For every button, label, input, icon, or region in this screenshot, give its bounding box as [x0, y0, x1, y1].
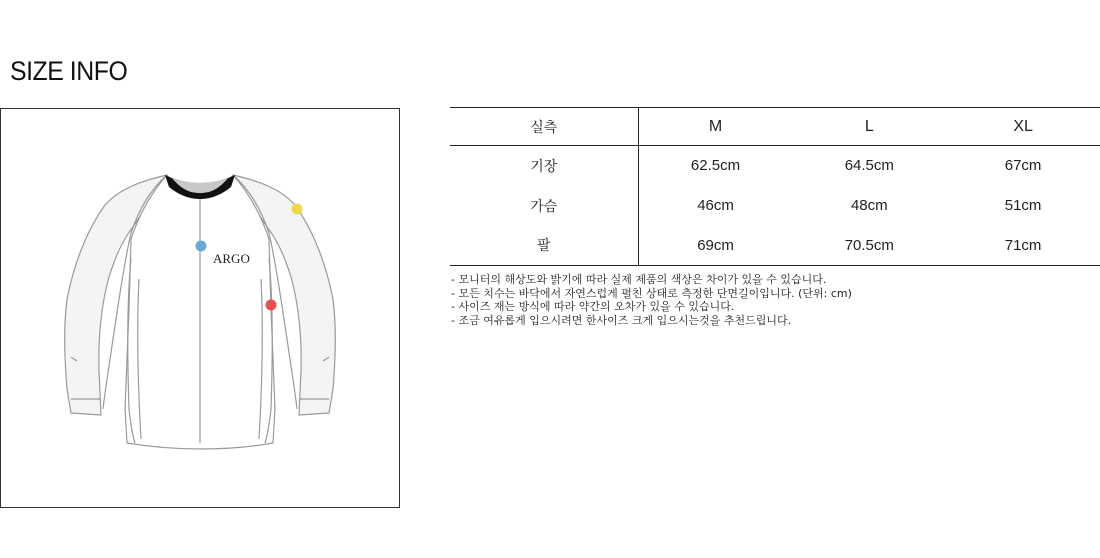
table-cell: 67cm	[1004, 157, 1042, 175]
table-cell: 71cm	[946, 226, 1100, 266]
size-header-xl: XL	[946, 108, 1100, 146]
table-cell: 48cm	[850, 197, 888, 214]
table-row	[450, 146, 1100, 186]
row-label: 기장	[450, 146, 638, 186]
brand-logo: ARGO	[213, 251, 250, 266]
size-notes	[451, 273, 852, 327]
size-table-header-label: 실측	[450, 108, 638, 146]
jersey-illustration	[1, 109, 399, 507]
size-header-l: L	[792, 108, 946, 146]
table-row	[450, 226, 1100, 266]
row-label: 가슴	[450, 186, 638, 226]
table-cell: 64.5cm	[844, 157, 894, 175]
table-cell: 69cm	[638, 226, 792, 266]
table-cell: 46cm	[697, 197, 734, 214]
jersey-illustration-panel	[0, 108, 400, 508]
table-row	[450, 186, 1100, 226]
note-item: - 조금 여유롭게 입으시려면 한사이즈 크게 입으시는것을 추천드립니다.	[451, 314, 852, 328]
note-item: - 사이즈 재는 방식에 따라 약간의 오차가 있을 수 있습니다.	[451, 300, 852, 314]
table-cell: 70.5cm	[792, 226, 946, 266]
table-cell: 51cm	[1004, 197, 1042, 214]
size-header-m: M	[638, 108, 792, 146]
note-item: - 모든 치수는 바닥에서 자연스럽게 펼친 상태로 측정한 단면길이입니다. (단위: cm)	[451, 287, 852, 301]
size-table-header-row	[450, 108, 1100, 146]
shoulder-marker	[292, 204, 303, 215]
row-label: 팔	[450, 226, 638, 266]
chest-marker	[196, 241, 207, 252]
page-title: SIZE INFO	[10, 56, 128, 86]
side-marker	[266, 300, 277, 311]
table-cell: 62.5cm	[690, 157, 741, 175]
note-item: - 모니터의 해상도와 밝기에 따라 실제 제품의 색상은 차이가 있을 수 있습니다.	[451, 273, 852, 287]
size-table	[450, 107, 1100, 266]
